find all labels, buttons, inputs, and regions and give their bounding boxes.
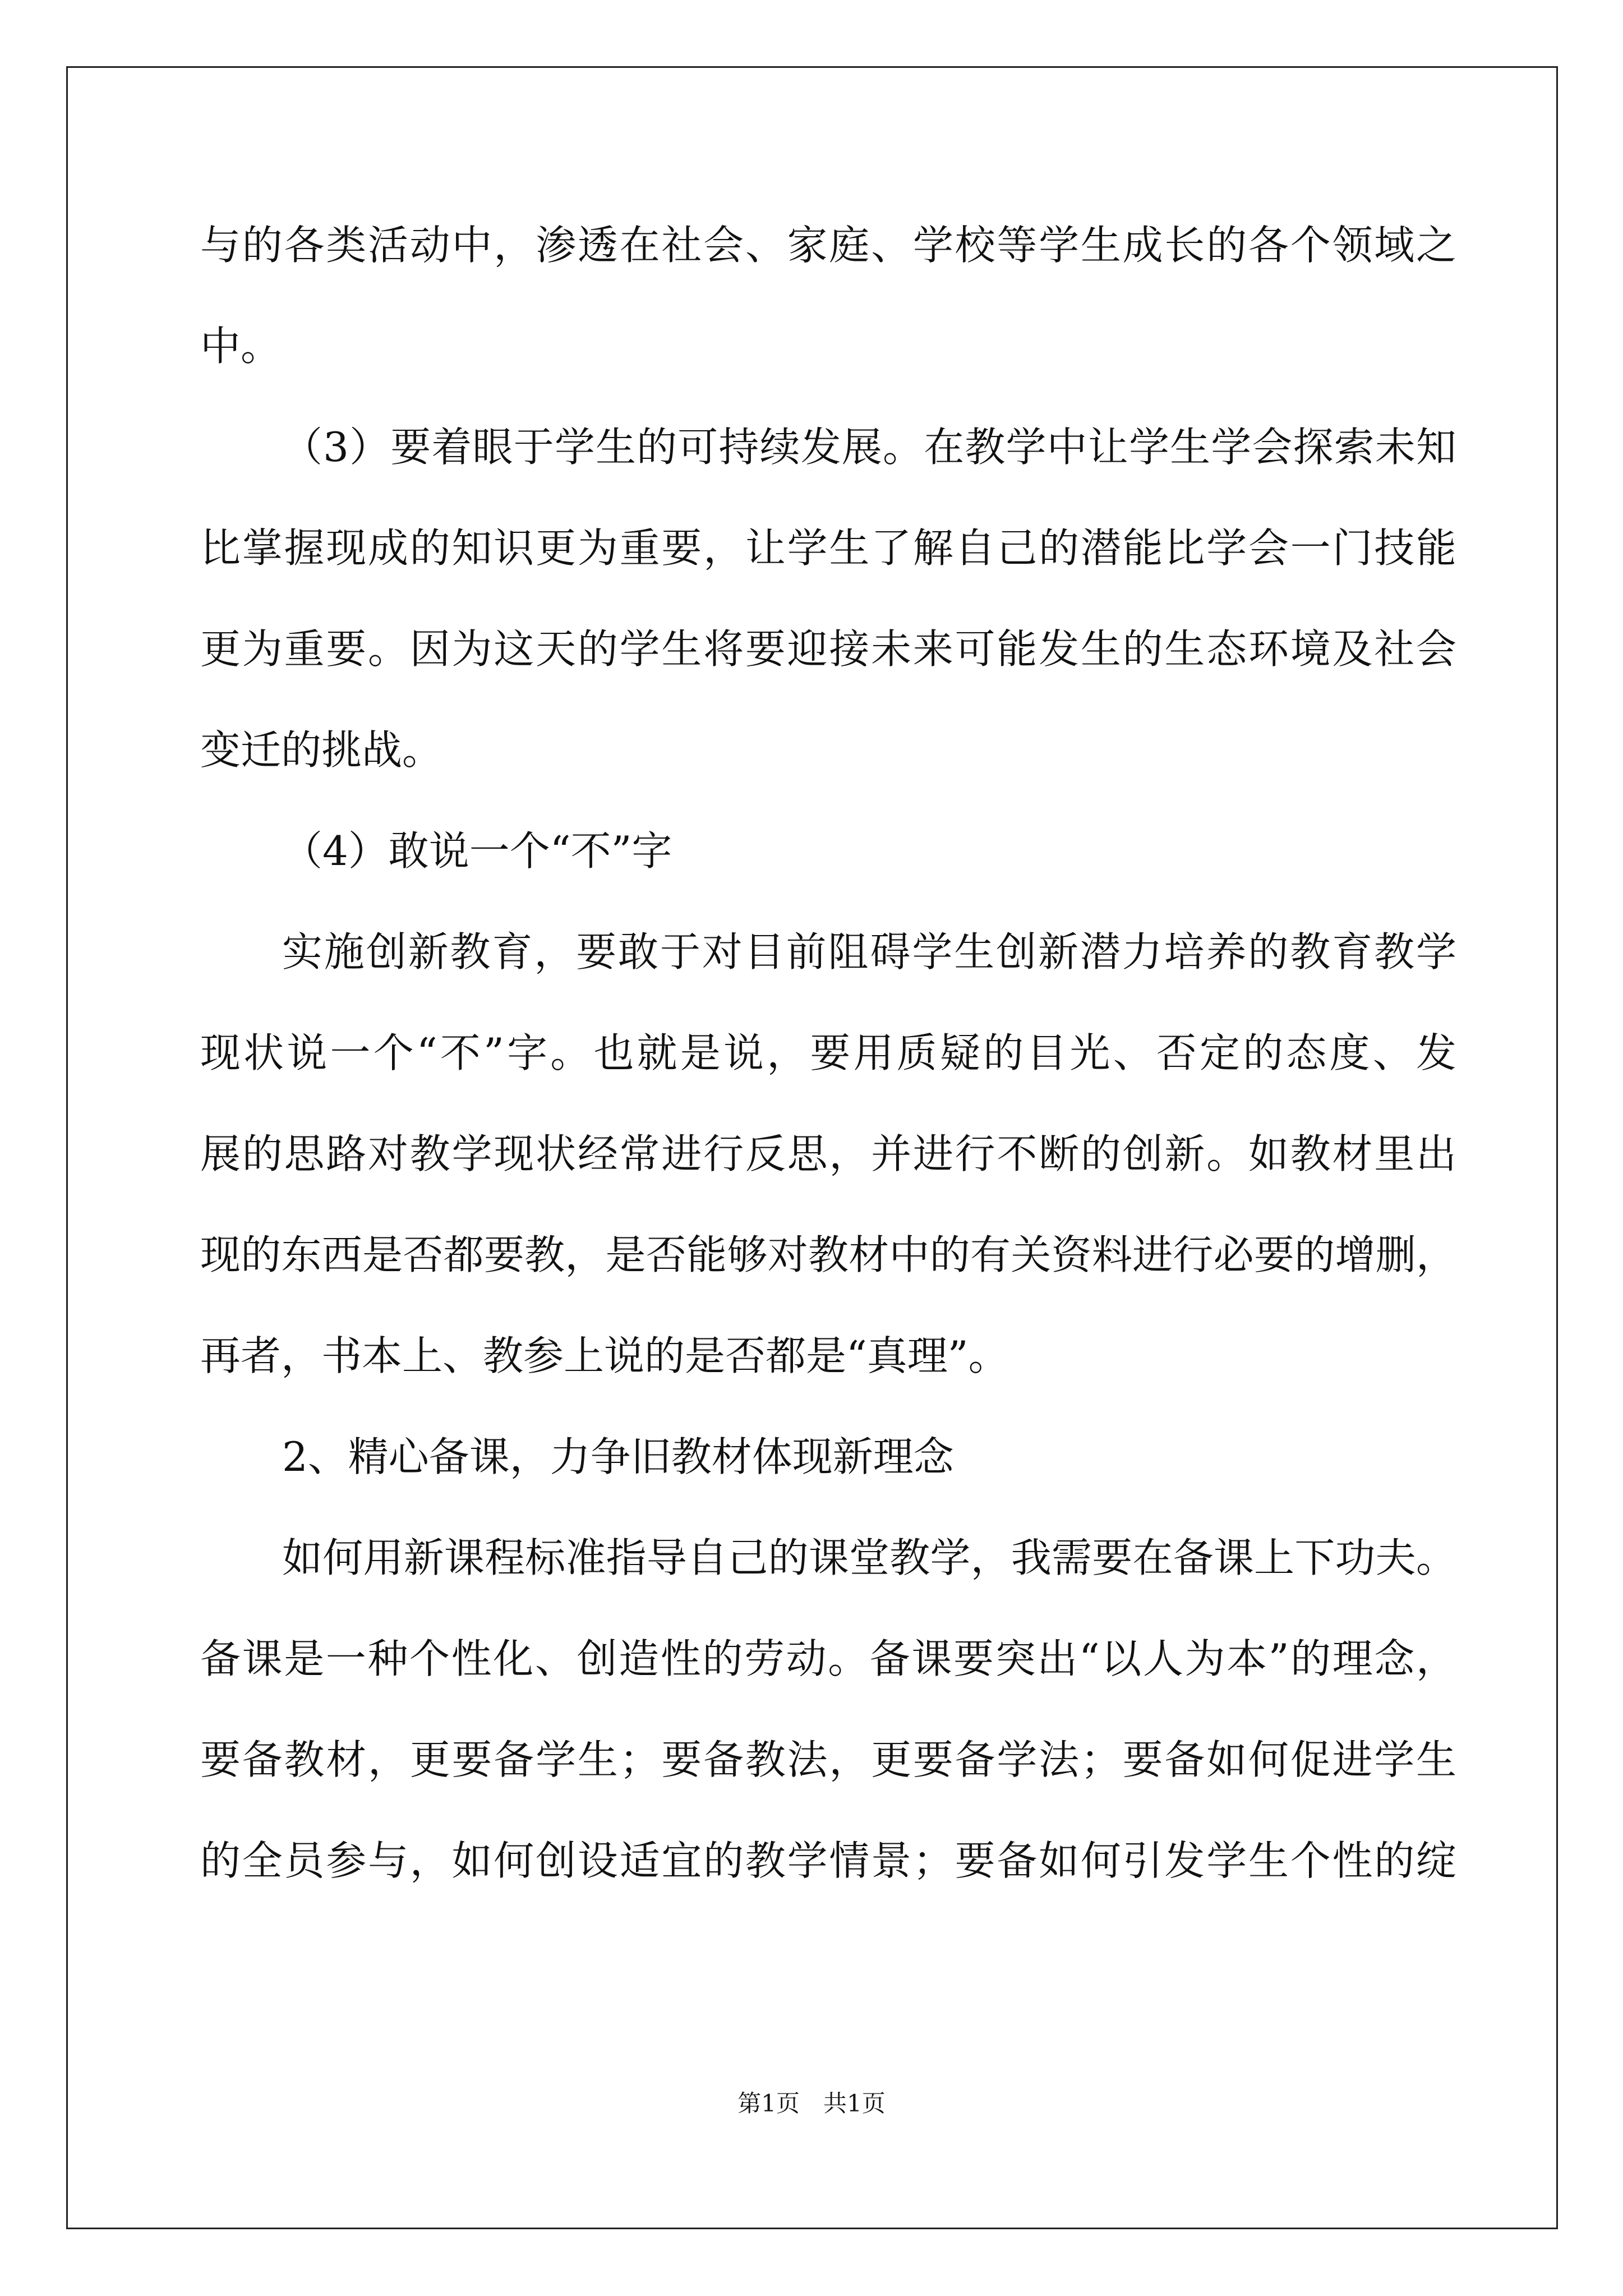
text-line: 变迁的挑战。	[200, 726, 443, 774]
text-line: 中。	[200, 323, 282, 370]
section-heading: （4）敢说一个“不”字	[282, 827, 672, 875]
text-line: 与的各类活动中，渗透在社会、家庭、学校等学生成长的各个领域之	[200, 222, 1456, 269]
text-line: 再者，书本上、教参上说的是否都是“真理”。	[200, 1332, 1009, 1379]
text-line: 现状说一个“不”字。也就是说，要用质疑的目光、否定的态度、发	[200, 1029, 1456, 1076]
text-line: 实施创新教育，要敢于对目前阻碍学生创新潜力培养的教育教学	[282, 928, 1456, 976]
text-line: 展的思路对教学现状经常进行反思，并进行不断的创新。如教材里出	[200, 1130, 1456, 1177]
text-line: 要备教材，更要备学生；要备教法，更要备学法；要备如何促进学生	[200, 1736, 1456, 1783]
text-line: 的全员参与，如何创设适宜的教学情景；要备如何引发学生个性的绽	[200, 1837, 1456, 1884]
section-heading: 2、精心备课，力争旧教材体现新理念	[282, 1433, 954, 1480]
text-line: （3）要着眼于学生的可持续发展。在教学中让学生学会探索未知	[282, 424, 1456, 471]
text-line: 更为重要。因为这天的学生将要迎接未来可能发生的生态环境及社会	[200, 625, 1456, 673]
page-total: 共1页	[823, 2090, 886, 2117]
page-number: 第1页	[737, 2090, 800, 2117]
text-line: 如何用新课程标准指导自己的课堂教学，我需要在备课上下功夫。	[282, 1534, 1456, 1581]
text-line: 比掌握现成的知识更为重要，让学生了解自己的潜能比学会一门技能	[200, 524, 1456, 572]
text-line: 备课是一种个性化、创造性的劳动。备课要突出“以人为本”的理念，	[200, 1635, 1456, 1682]
page-footer	[0, 2087, 1623, 2120]
text-line: 现的东西是否都要教，是否能够对教材中的有关资料进行必要的增删，	[200, 1231, 1456, 1278]
